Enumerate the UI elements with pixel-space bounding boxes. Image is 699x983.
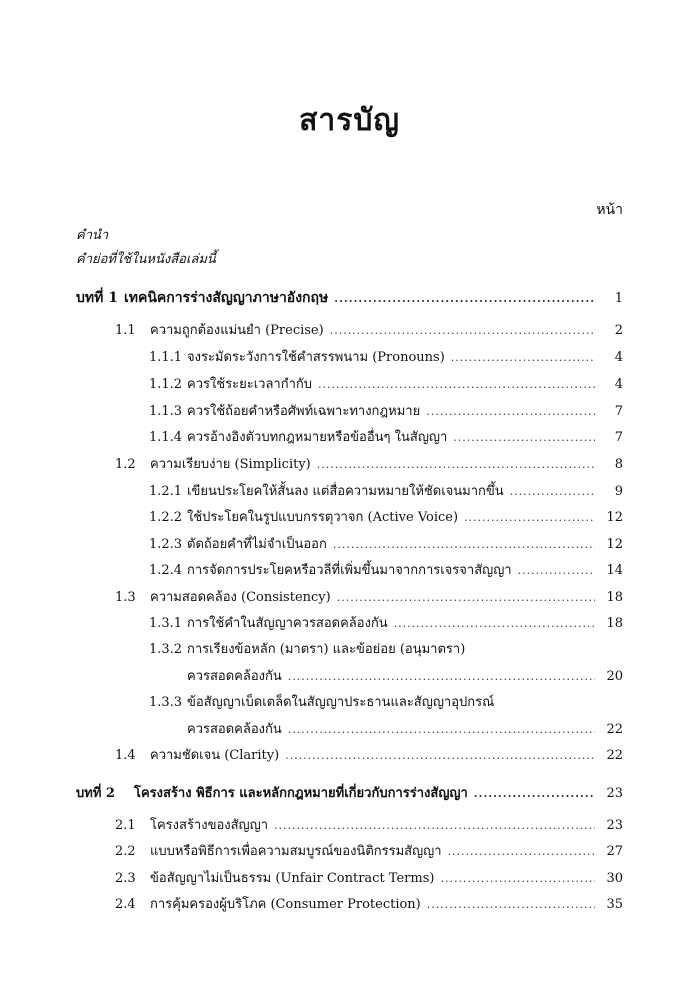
toc-page: 23 bbox=[606, 786, 623, 801]
leader-dots bbox=[448, 845, 595, 858]
toc-number: 1.2.1 bbox=[149, 484, 183, 499]
toc-page: 20 bbox=[606, 669, 623, 684]
toc-page: 18 bbox=[606, 616, 623, 631]
toc-page: 2 bbox=[614, 323, 623, 338]
toc-entry bbox=[149, 373, 623, 394]
toc-title: การเรียงข้อหลัก (มาตรา) และข้อย่อย (อนุมาตรา) bbox=[187, 642, 466, 657]
toc-entry bbox=[115, 840, 623, 861]
toc-entry bbox=[149, 533, 623, 554]
toc-title: ใช้ประโยคในรูปแบบกรรตุวาจก (Active Voice) bbox=[187, 510, 459, 525]
toc-title: โครงสร้าง พิธีการ และหลักกฎหมายที่เกี่ยวกับการร่างสัญญา bbox=[134, 786, 468, 801]
leader-dots bbox=[464, 511, 595, 524]
toc-title-continuation: ควรสอดคล้องกัน bbox=[187, 722, 282, 737]
toc-page: 12 bbox=[606, 537, 623, 552]
toc-page: 1 bbox=[614, 291, 623, 306]
toc-entry bbox=[149, 400, 623, 421]
leader-dots bbox=[474, 787, 595, 800]
toc-number: 1.4 bbox=[115, 748, 136, 763]
toc-page: 9 bbox=[614, 484, 623, 499]
leader-dots bbox=[285, 749, 595, 762]
leader-dots bbox=[451, 351, 595, 364]
toc-number: 1.2.3 bbox=[149, 537, 183, 552]
toc-number: 1.1.3 bbox=[149, 404, 183, 419]
toc-title: ตัดถ้อยคำที่ไม่จำเป็นออก bbox=[187, 537, 327, 552]
toc-number: 2.3 bbox=[115, 871, 136, 886]
leader-dots bbox=[337, 591, 595, 604]
toc-entry-continuation bbox=[187, 718, 623, 739]
toc-number: บทที่ 1 bbox=[76, 290, 118, 306]
front-matter-abbreviations: คำย่อที่ใช้ในหนังสือเล่มนี้ bbox=[76, 252, 216, 267]
toc-number: 1.1 bbox=[115, 323, 136, 338]
toc-number: บทที่ 2 bbox=[76, 786, 115, 801]
toc-number: 1.3.3 bbox=[149, 695, 183, 710]
toc-page: 8 bbox=[614, 457, 623, 472]
leader-dots bbox=[333, 538, 595, 551]
toc-chapter-1 bbox=[76, 287, 623, 309]
toc-page: 4 bbox=[614, 350, 623, 365]
leader-dots bbox=[440, 872, 595, 885]
toc-title: ข้อสัญญาไม่เป็นธรรม (Unfair Contract Terms) bbox=[150, 871, 435, 886]
toc-title: เทคนิคการร่างสัญญาภาษาอังกฤษ bbox=[123, 290, 329, 306]
toc-page: 27 bbox=[606, 844, 623, 859]
toc-entry bbox=[149, 506, 623, 527]
toc-title: เขียนประโยคให้สั้นลง แต่สื่อความหมายให้ชัดเจนมากขึ้น bbox=[187, 484, 504, 499]
toc-entry-continuation bbox=[187, 665, 623, 686]
toc-number: 1.2.2 bbox=[149, 510, 183, 525]
toc-page: 7 bbox=[614, 404, 623, 419]
toc-page: 22 bbox=[606, 722, 623, 737]
toc-page: 14 bbox=[606, 563, 623, 578]
toc-chapter-2 bbox=[76, 782, 623, 803]
toc-number: 1.2 bbox=[115, 457, 136, 472]
toc-number: 1.3.2 bbox=[149, 642, 183, 657]
toc-number: 1.1.2 bbox=[149, 377, 183, 392]
toc-page: 35 bbox=[606, 897, 623, 912]
toc-number: 1.1.1 bbox=[149, 350, 183, 365]
toc-title: แบบหรือพิธีการเพื่อความสมบูรณ์ของนิติกรรมสัญญา bbox=[150, 844, 442, 859]
leader-dots bbox=[426, 405, 595, 418]
toc-entry bbox=[115, 319, 623, 340]
toc-title: ควรอ้างอิงตัวบทกฎหมายหรือข้ออื่นๆ ในสัญญา bbox=[187, 430, 448, 445]
toc-page: 4 bbox=[614, 377, 623, 392]
page-title: สารบัญ bbox=[299, 103, 400, 138]
toc-page: 23 bbox=[606, 818, 623, 833]
toc-page: 12 bbox=[606, 510, 623, 525]
toc-title: การใช้คำในสัญญาควรสอดคล้องกัน bbox=[187, 616, 388, 631]
toc-entry bbox=[115, 453, 623, 474]
toc-entry-first-line bbox=[149, 691, 494, 712]
toc-entry bbox=[115, 586, 623, 607]
toc-title: การคุ้มครองผู้บริโภค (Consumer Protection) bbox=[150, 897, 421, 912]
toc-page: 7 bbox=[614, 430, 623, 445]
toc-title-continuation: ควรสอดคล้องกัน bbox=[187, 669, 282, 684]
toc-title: จงระมัดระวังการใช้คำสรรพนาม (Pronouns) bbox=[187, 350, 445, 365]
toc-title: ควรใช้ถ้อยคำหรือศัพท์เฉพาะทางกฎหมาย bbox=[187, 404, 421, 419]
toc-entry bbox=[115, 814, 623, 835]
toc-entry-first-line bbox=[149, 638, 465, 659]
leader-dots bbox=[334, 292, 595, 305]
toc-entry bbox=[115, 893, 623, 914]
toc-title: ความถูกต้องแม่นยำ (Precise) bbox=[150, 323, 324, 338]
toc-number: 1.3.1 bbox=[149, 616, 183, 631]
leader-dots bbox=[427, 898, 595, 911]
toc-page: 30 bbox=[606, 871, 623, 886]
toc-number: 1.2.4 bbox=[149, 563, 183, 578]
toc-title: ข้อสัญญาเบ็ดเตล็ดในสัญญาประธานและสัญญาอุปกรณ์ bbox=[187, 695, 495, 710]
toc-number: 1.1.4 bbox=[149, 430, 183, 445]
toc-entry bbox=[149, 480, 623, 501]
leader-dots bbox=[288, 670, 595, 683]
toc-page: 18 bbox=[606, 590, 623, 605]
front-matter-preface: คำนำ bbox=[76, 228, 109, 243]
toc-title: ควรใช้ระยะเวลากำกับ bbox=[187, 377, 313, 392]
toc-number: 1.3 bbox=[115, 590, 136, 605]
toc-entry bbox=[149, 346, 623, 367]
toc-number: 2.1 bbox=[115, 818, 136, 833]
leader-dots bbox=[274, 819, 595, 832]
toc-title: ความชัดเจน (Clarity) bbox=[150, 748, 280, 763]
toc-entry bbox=[115, 744, 623, 765]
toc-entry bbox=[149, 426, 623, 447]
leader-dots bbox=[330, 324, 595, 337]
leader-dots bbox=[510, 485, 595, 498]
toc-page: 22 bbox=[606, 748, 623, 763]
leader-dots bbox=[394, 617, 595, 630]
leader-dots bbox=[317, 458, 595, 471]
leader-dots bbox=[318, 378, 595, 391]
toc-number: 2.2 bbox=[115, 844, 136, 859]
toc-title: ความสอดคล้อง (Consistency) bbox=[150, 590, 331, 605]
leader-dots bbox=[453, 431, 595, 444]
toc-title: ความเรียบง่าย (Simplicity) bbox=[150, 457, 311, 472]
toc-number: 2.4 bbox=[115, 897, 136, 912]
toc-entry bbox=[115, 867, 623, 888]
toc-title: โครงสร้างของสัญญา bbox=[150, 818, 269, 833]
toc-entry bbox=[149, 612, 623, 633]
toc-entry bbox=[149, 559, 623, 580]
page-column-header: หน้า bbox=[596, 202, 623, 218]
toc-title: การจัดการประโยคหรือวลีที่เพิ่มขึ้นมาจากการเจรจาสัญญา bbox=[187, 563, 512, 578]
leader-dots bbox=[518, 564, 595, 577]
leader-dots bbox=[288, 723, 595, 736]
